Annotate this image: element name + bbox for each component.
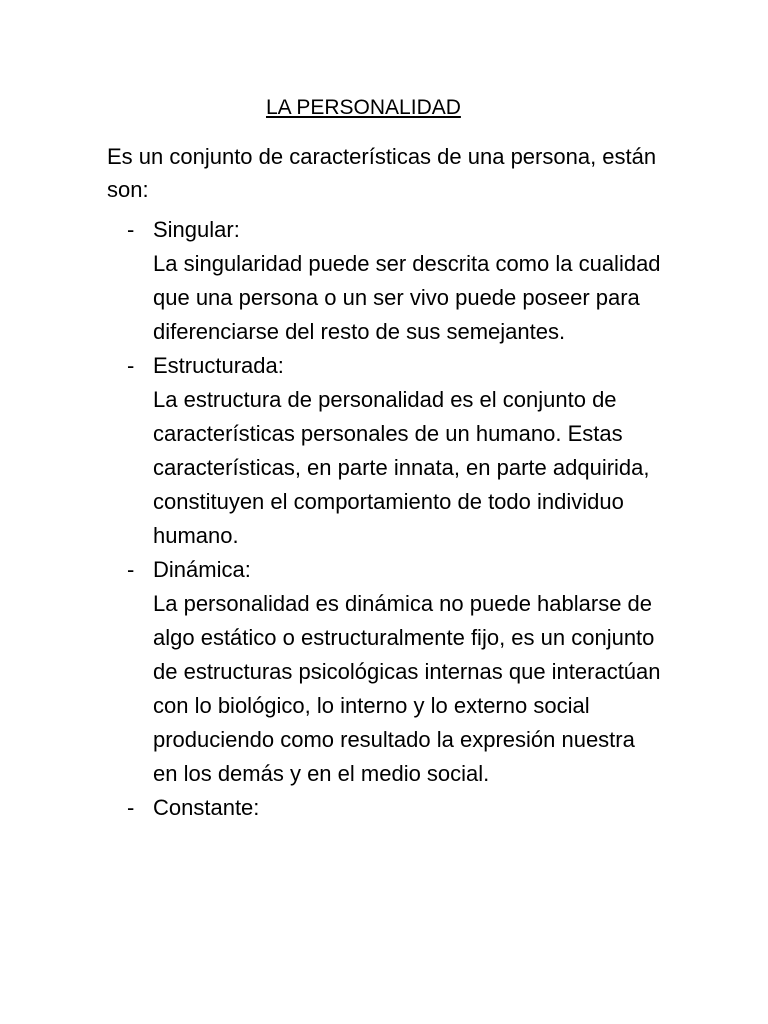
list-item-estructurada bbox=[0, 349, 663, 553]
item-label-estructurada: Estructurada: bbox=[153, 353, 284, 378]
item-label-dinamica: Dinámica: bbox=[153, 557, 251, 582]
list-dash: - bbox=[127, 557, 135, 582]
item-text-estructurada: La estructura de personalidad es el conjunto de características personales de un humano. Estas características, en parte innata, en parte adquirida, constituyen el comportamiento de todo individuo humano. bbox=[153, 387, 650, 548]
list-item-dinamica bbox=[0, 553, 663, 791]
intro-paragraph: Es un conjunto de características de una persona, están son: bbox=[107, 144, 657, 202]
document-title: LA PERSONALIDAD bbox=[266, 96, 461, 119]
list-item-singular bbox=[0, 213, 663, 349]
item-label-singular: Singular: bbox=[153, 217, 240, 242]
item-text-singular: La singularidad puede ser descrita como la cualidad que una persona o un ser vivo puede poseer para diferenciarse del resto de sus semejantes. bbox=[153, 251, 661, 344]
item-text-dinamica: La personalidad es dinámica no puede hablarse de algo estático o estructuralmente fijo, es un conjunto de estructuras psicológicas internas que interactúan con lo biológico, lo interno y lo externo social produciendo como resultado la expresión nuestra en los demás y en el medio social. bbox=[153, 591, 661, 786]
list-dash: - bbox=[127, 353, 135, 378]
list-dash: - bbox=[127, 795, 135, 820]
list-dash: - bbox=[127, 217, 135, 242]
item-label-constante: Constante: bbox=[153, 795, 260, 820]
characteristics-list bbox=[0, 213, 768, 825]
list-item-constante bbox=[0, 791, 663, 825]
